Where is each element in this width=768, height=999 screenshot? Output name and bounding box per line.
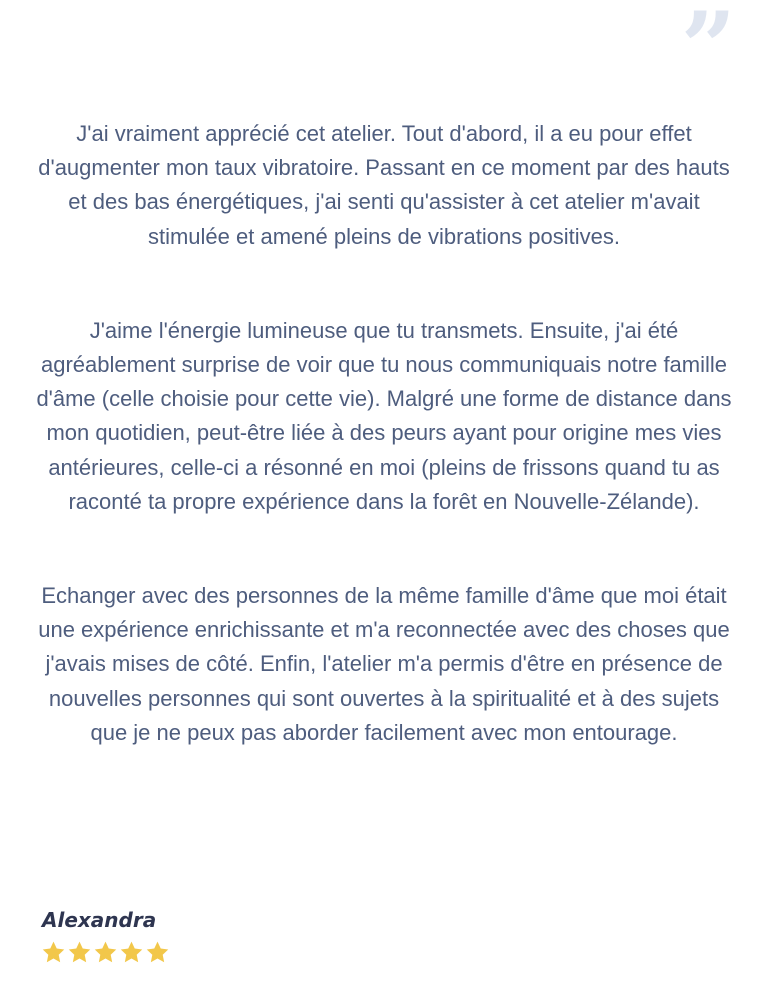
star-icon: [119, 940, 144, 965]
star-rating: [41, 940, 170, 965]
star-icon: [41, 940, 66, 965]
quote-icon: ”: [680, 0, 730, 104]
star-icon: [67, 940, 92, 965]
testimonial-paragraph: J'aime l'énergie lumineuse que tu transmets. Ensuite, j'ai été agréablement surprise de voir que tu nous communiquais notre famille d'âme (celle choisie pour cette vie). Malgré une forme de distance dans mon quotidien, peut-être liée à des peurs ayant pour origine mes vies antérieures, celle-ci a résonné en moi (pleins de frissons quand tu as raconté ta propre expérience dans la forêt en Nouvelle-Zélande).: [36, 317, 732, 514]
testimonial-paragraph: J'ai vraiment apprécié cet atelier. Tout d'abord, il a eu pour effet d'augmenter mon taux vibratoire. Passant en ce moment par des hauts et des bas énergétiques, j'ai senti qu'assister à cet atelier m'avait stimulée et amené pleins de vibrations positives.: [38, 121, 730, 249]
star-icon: [145, 940, 170, 965]
author-name: Alexandra: [42, 908, 157, 932]
testimonial-text: [30, 117, 738, 750]
testimonial-paragraph: Echanger avec des personnes de la même famille d'âme que moi était une expérience enrichissante et m'a reconnectée avec des choses que j'avais mises de côté. Enfin, l'atelier m'a permis d'être en présence de nouvelles personnes qui sont ouvertes à la spiritualité et à des sujets que je ne peux pas aborder facilement avec mon entourage.: [38, 583, 730, 745]
star-icon: [93, 940, 118, 965]
